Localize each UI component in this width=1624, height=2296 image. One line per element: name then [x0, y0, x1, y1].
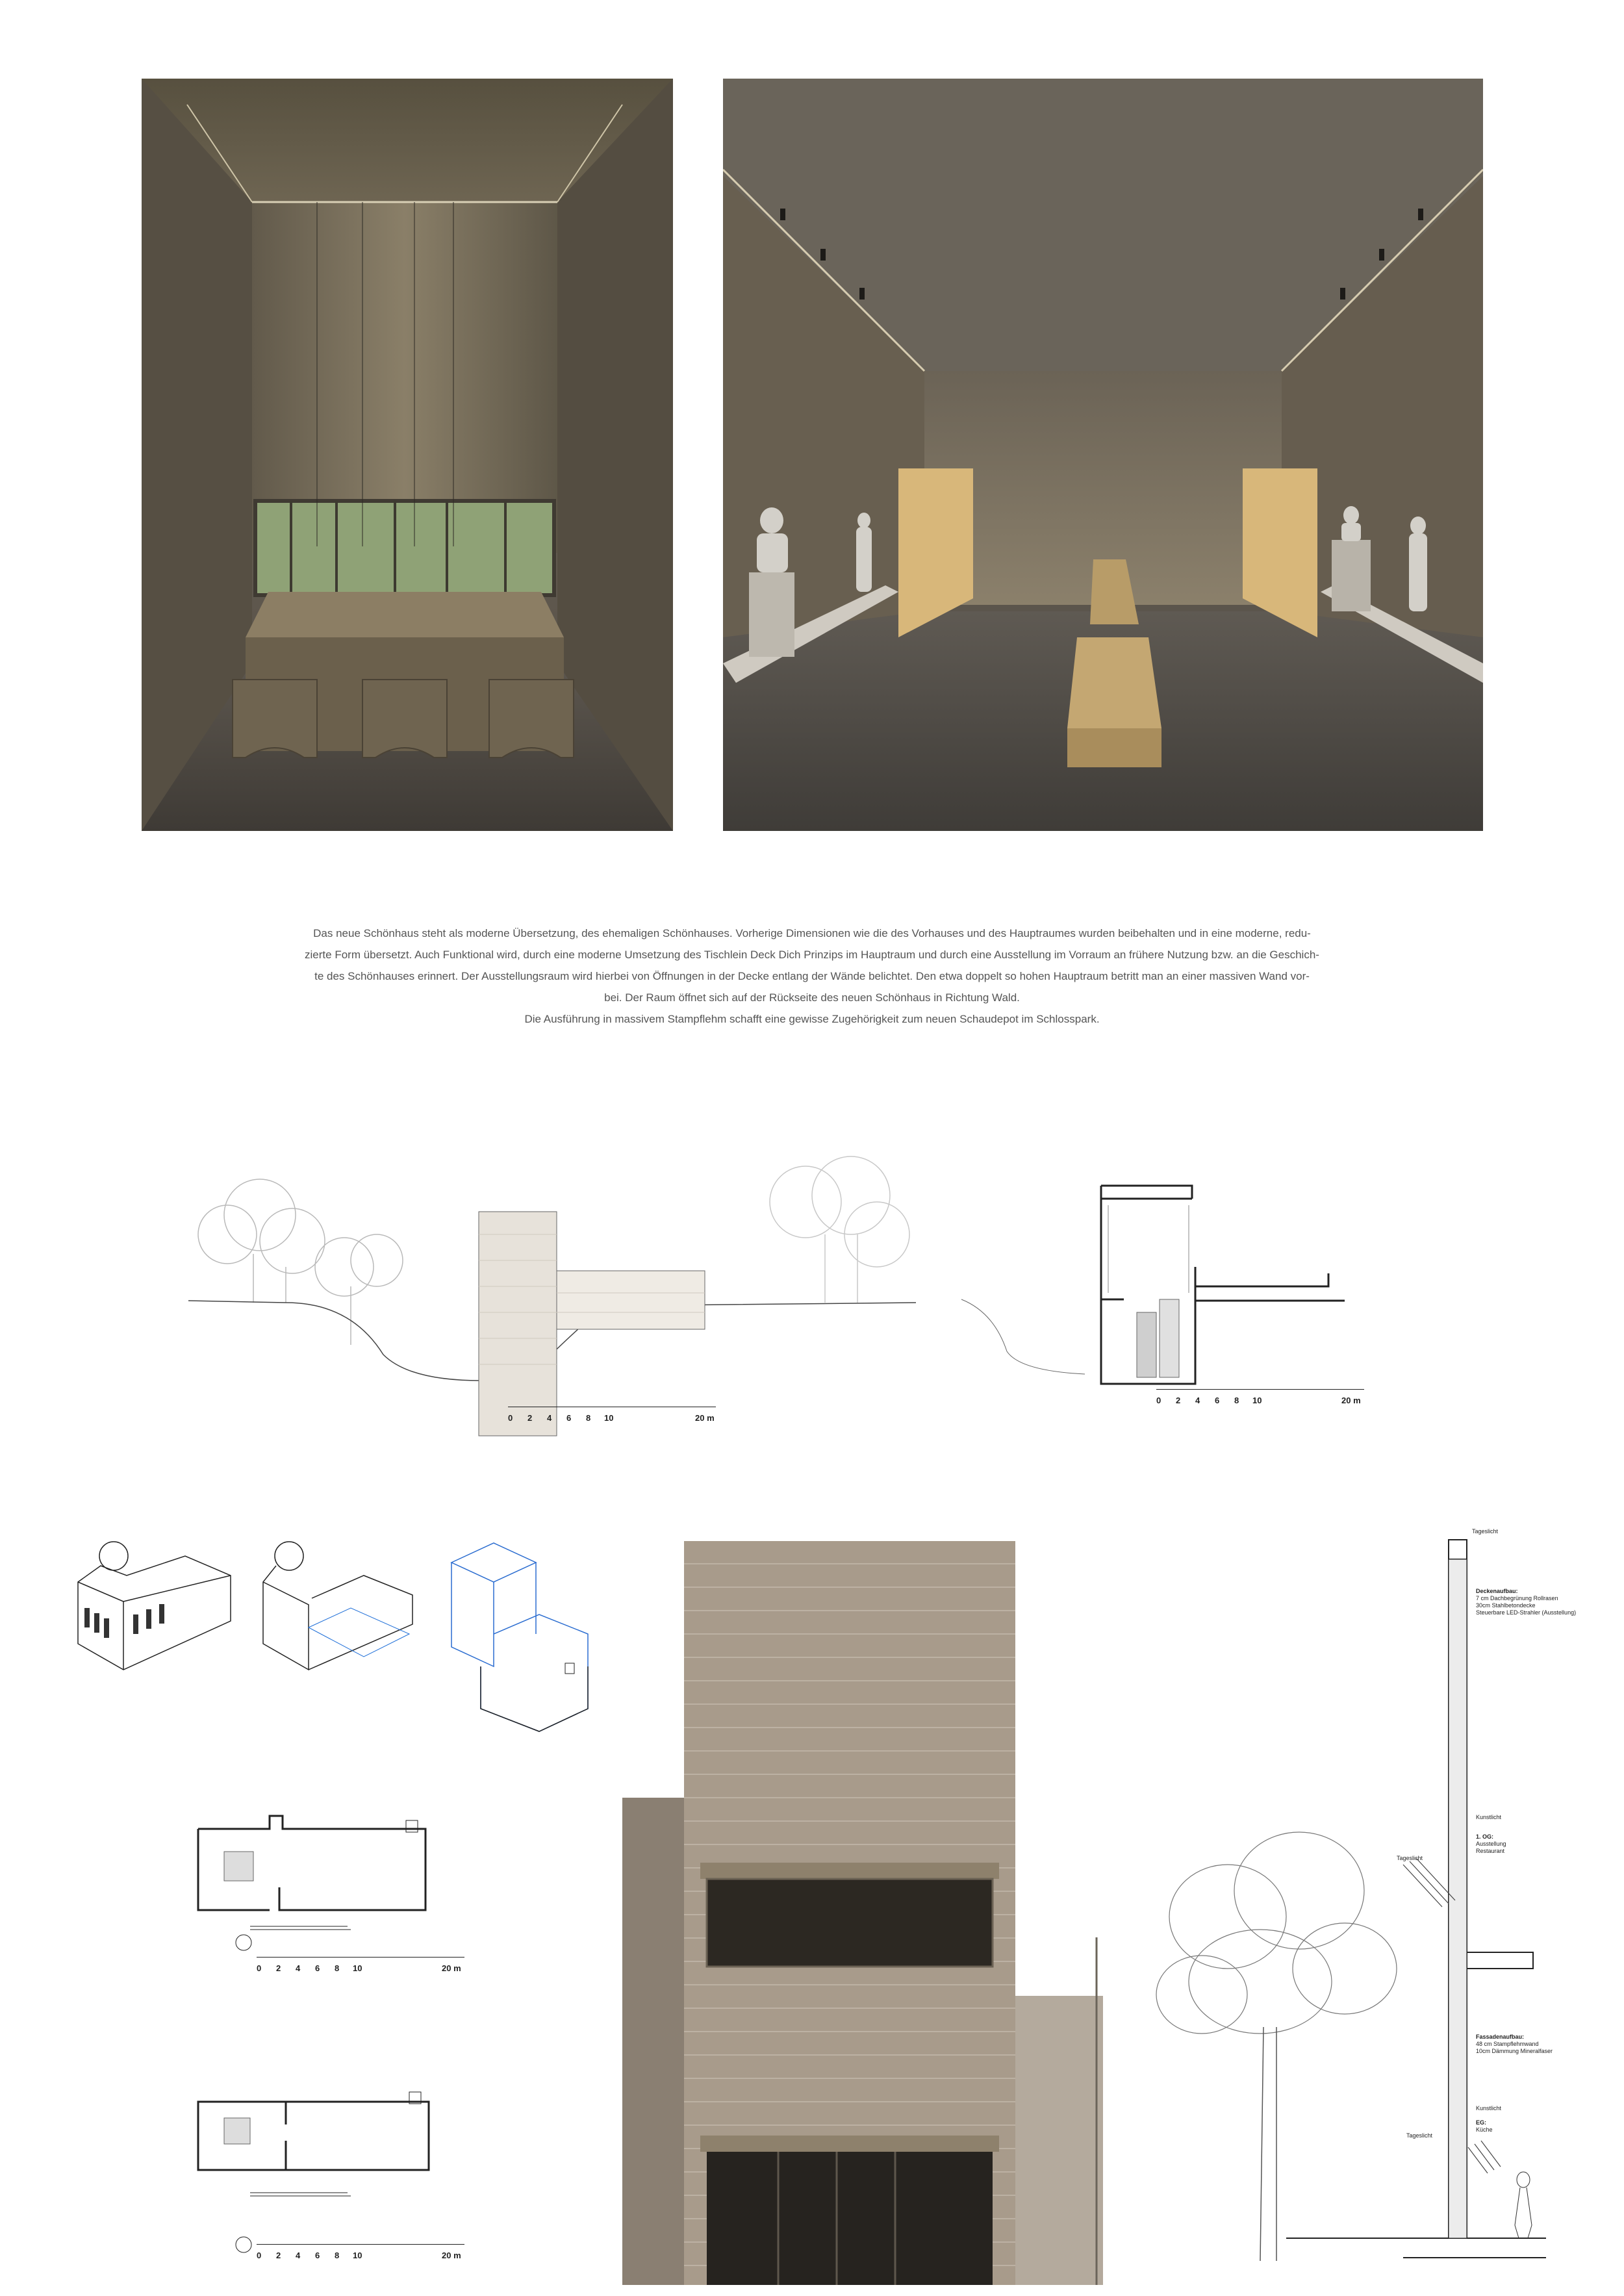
axonometric-demolition — [260, 1537, 429, 1692]
facade-illustration — [622, 1541, 1142, 2285]
scale-tick: 6 — [315, 1963, 320, 1973]
scale-tick: 10 — [1252, 1396, 1262, 1405]
deckenaufbau-line: Steuerbare LED-Strahler (Ausstellung) — [1476, 1609, 1577, 1616]
label-deckenaufbau — [1476, 1588, 1576, 1616]
og-line: Ausstellung — [1476, 1841, 1506, 1847]
label-eg — [1476, 2119, 1493, 2134]
scale-tick: 2 — [1176, 1396, 1181, 1405]
eg-line: Küche — [1476, 2126, 1493, 2133]
floor-plan-ground — [188, 2089, 461, 2245]
deckenaufbau-title: Deckenaufbau: — [1476, 1588, 1518, 1594]
eg-title: EG: — [1476, 2119, 1487, 2126]
scale-tick: 0 — [257, 2251, 262, 2260]
scale-end: 20 m — [695, 1413, 715, 1423]
scale-tick: 8 — [335, 1963, 340, 1973]
floor-plan-upper — [188, 1813, 461, 1943]
scale-tick: 6 — [1215, 1396, 1220, 1405]
fassade-line: 48 cm Stampflehmwand — [1476, 2041, 1539, 2047]
site-elevation — [188, 1156, 935, 1403]
deckenaufbau-line: 7 cm Dachbegrünung Rollrasen — [1476, 1595, 1558, 1601]
scale-tick: 2 — [276, 1963, 281, 1973]
scale-tick: 0 — [1156, 1396, 1161, 1405]
scale-end: 20 m — [442, 1963, 461, 1973]
scale-tick: 6 — [315, 2251, 320, 2260]
label-og — [1476, 1833, 1506, 1855]
label-kunstlicht-lower: Kunstlicht — [1476, 2105, 1502, 2111]
og-title: 1. OG: — [1476, 1833, 1494, 1840]
label-tageslicht-bottom: Tageslicht — [1406, 2132, 1433, 2139]
scale-tick: 4 — [296, 1963, 301, 1973]
description-line: te des Schönhauses erinnert. Der Ausstellungsraum wird hierbei von Öffnungen in der Decke entlang der Wände belichtet. Den etwa doppelt so hohen Hauptraum betritt man an einer massiven Wand vor- — [314, 970, 1310, 982]
render-exhibition-room — [723, 79, 1483, 831]
description-line: bei. Der Raum öffnet sich auf der Rückseite des neuen Schönhaus in Richtung Wald. — [604, 991, 1020, 1004]
scale-tick: 4 — [547, 1413, 552, 1423]
deckenaufbau-line: 30cm Stahlbetondecke — [1476, 1602, 1536, 1609]
label-kunstlicht-upper: Kunstlicht — [1476, 1814, 1502, 1820]
scale-tick: 8 — [1234, 1396, 1239, 1405]
label-tageslicht-top: Tageslicht — [1472, 1528, 1499, 1535]
scale-end: 20 m — [442, 2251, 461, 2260]
fassade-title: Fassadenaufbau: — [1476, 2034, 1525, 2040]
dining-room-illustration — [142, 79, 673, 831]
scale-tick: 4 — [296, 2251, 301, 2260]
scale-tick: 8 — [335, 2251, 340, 2260]
scale-tick: 8 — [586, 1413, 591, 1423]
scale-tick: 6 — [566, 1413, 572, 1423]
facade-render — [622, 1541, 1142, 2285]
description-line: zierte Form übersetzt. Auch Funktional wird, durch eine moderne Umsetzung des Tischlein Deck Dich Prinzips im Hauptraum und durch eine Ausstellung im Vorraum an frühere Nutzung bzw. an die Geschich- — [305, 949, 1319, 961]
building-section — [955, 1182, 1377, 1397]
axonometric-old-house — [71, 1537, 240, 1692]
render-dining-room — [142, 79, 673, 831]
scale-tick: 10 — [604, 1413, 614, 1423]
scale-tick: 0 — [257, 1963, 262, 1973]
scale-end: 20 m — [1341, 1396, 1361, 1405]
label-fassadenaufbau — [1476, 2034, 1553, 2055]
description-line: Die Ausführung in massivem Stampflehm schafft eine gewisse Zugehörigkeit zum neuen Schaudepot im Schlosspark. — [524, 1013, 1100, 1025]
scale-tick: 10 — [353, 2251, 362, 2260]
exhibition-room-illustration — [723, 79, 1483, 831]
label-tageslicht-mid: Tageslicht — [1397, 1855, 1423, 1861]
fassade-line: 10cm Dämmung Mineralfaser — [1476, 2048, 1553, 2054]
scale-tick: 0 — [508, 1413, 513, 1423]
scale-tick: 10 — [353, 1963, 362, 1973]
trees-left — [198, 1179, 403, 1345]
scale-tick: 2 — [527, 1413, 533, 1423]
axonometric-new-house — [442, 1537, 611, 1731]
project-description — [195, 923, 1429, 1030]
trees-right — [770, 1156, 909, 1303]
wall-detail-section — [1273, 1537, 1559, 2271]
scale-tick: 4 — [1195, 1396, 1200, 1405]
og-line: Restaurant — [1476, 1848, 1505, 1854]
scale-tick: 2 — [276, 2251, 281, 2260]
description-line: Das neue Schönhaus steht als moderne Übersetzung, des ehemaligen Schönhauses. Vorherige Dimensionen wie die des Vorhauses und des Hauptraumes wurden beibehalten und in eine moderne, redu- — [313, 927, 1311, 939]
